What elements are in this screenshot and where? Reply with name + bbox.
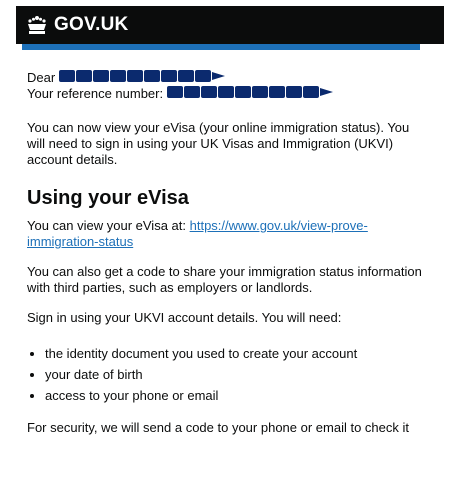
reference-label: Your reference number: [27,86,164,101]
govuk-header [16,6,444,44]
redacted-reference [167,82,335,106]
requirements-list [27,343,427,406]
section-heading: Using your eVisa [27,187,189,209]
email-body [27,70,427,436]
list-item: • your date of birth [45,364,427,385]
list-item: • the identity document you used to create your account [45,343,427,364]
header-accent-bar [22,44,420,50]
govuk-logo[interactable] [26,13,128,37]
crown-icon [26,15,48,35]
view-prove-link[interactable]: https://www.gov.uk/view-prove-immigration-status [27,218,368,249]
reference-line [27,86,427,102]
intro-paragraph: You can now view your eVisa (your online immigration status). You will need to sign in using your UK Visas and Immigration (UKVI) account details. [27,120,410,167]
signin-paragraph: Sign in using your UKVI account details. You will need: [27,310,342,325]
share-paragraph: You can also get a code to share your immigration status information with third parties, such as employers or landlords. [27,264,422,295]
dear-label: Dear [27,70,56,85]
list-item: • access to your phone or email [45,385,427,406]
view-paragraph [27,218,427,250]
view-text: You can view your eVisa at: [27,218,186,233]
logo-text: GOV.UK [54,14,129,35]
security-paragraph: For security, we will send a code to your phone or email to check it [27,420,409,435]
